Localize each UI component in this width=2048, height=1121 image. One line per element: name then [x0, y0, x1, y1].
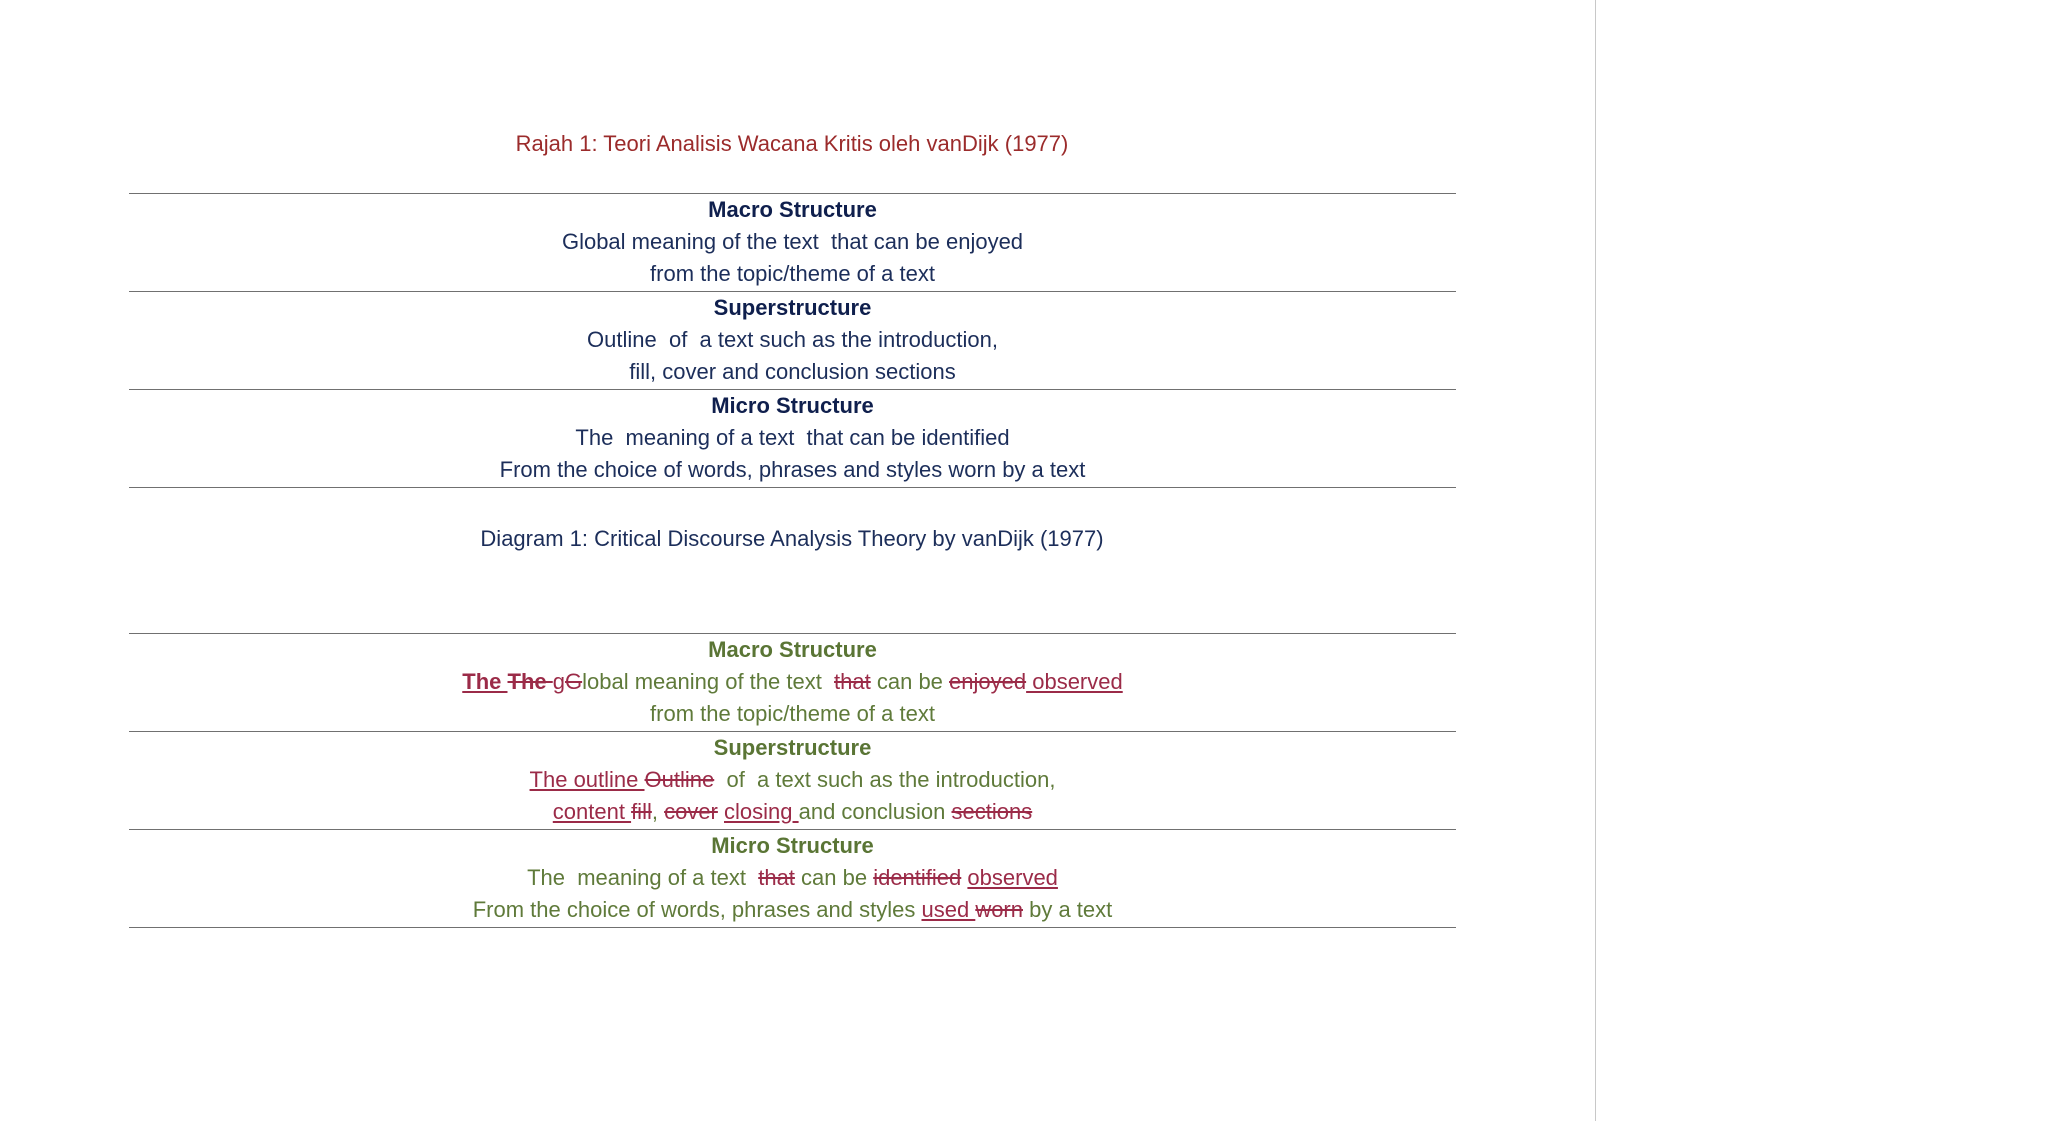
figure-caption-malay: Rajah 1: Teori Analisis Wacana Kritis oleh vanDijk (1977)	[515, 131, 1069, 156]
deletion: enjoyed	[949, 669, 1027, 694]
macro-structure-row	[129, 633, 1456, 731]
row-description: fill, cover and conclusion sections	[629, 359, 956, 384]
deletion: cover	[664, 799, 718, 824]
text-run: lobal meaning of the text	[582, 669, 835, 694]
row-description-tracked	[129, 764, 1456, 796]
deletion: sections	[951, 799, 1033, 824]
deletion: fill	[631, 799, 652, 824]
row-description: From the choice of words, phrases and styles worn by a text	[499, 457, 1086, 482]
revised-theory-table	[129, 633, 1456, 928]
text-run: can be	[870, 669, 950, 694]
deletion: Outline	[644, 767, 715, 792]
row-description: The meaning of a text that can be identified	[575, 425, 1010, 450]
insertion: g	[552, 669, 565, 694]
insertion: observed	[967, 865, 1058, 890]
text-run: The meaning of a text	[527, 865, 759, 890]
deletion: G	[564, 669, 583, 694]
figure-caption-english: Diagram 1: Critical Discourse Analysis Theory by vanDijk (1977)	[480, 526, 1104, 551]
row-description: from the topic/theme of a text	[650, 261, 935, 286]
original-theory-table	[129, 193, 1456, 488]
row-title: Micro Structure	[711, 393, 874, 418]
superstructure-row	[129, 731, 1456, 829]
text-run: by a text	[1023, 897, 1113, 922]
text-run: can be	[794, 865, 874, 890]
micro-structure-row	[129, 829, 1456, 928]
insertion: closing	[724, 799, 799, 824]
superstructure-row	[129, 291, 1456, 389]
row-title: Macro Structure	[708, 637, 877, 662]
deletion: identified	[873, 865, 962, 890]
row-description-tracked	[129, 666, 1456, 698]
macro-structure-row	[129, 193, 1456, 291]
row-description-tracked	[129, 894, 1456, 926]
deletion: that	[758, 865, 795, 890]
text-run: From the choice of words, phrases and styles	[472, 897, 922, 922]
deletion: The	[507, 669, 553, 694]
deletion: worn	[975, 897, 1023, 922]
row-title: Micro Structure	[711, 833, 874, 858]
row-description-tracked	[129, 862, 1456, 894]
insertion: used	[921, 897, 976, 922]
deletion: that	[834, 669, 871, 694]
row-title: Superstructure	[713, 295, 872, 320]
row-description: Global meaning of the text that can be enjoyed	[561, 229, 1024, 254]
text-run: ,	[651, 799, 665, 824]
insertion: The outline	[529, 767, 645, 792]
comments-margin-panel	[1595, 0, 2048, 1121]
text-run: and conclusion	[798, 799, 952, 824]
row-title: Macro Structure	[708, 197, 877, 222]
text-run: of a text such as the introduction,	[714, 767, 1056, 792]
micro-structure-row	[129, 389, 1456, 488]
insertion: The	[462, 669, 508, 694]
insertion: content	[552, 799, 632, 824]
row-description-tracked	[129, 796, 1456, 828]
row-description: from the topic/theme of a text	[650, 701, 935, 726]
row-description: Outline of a text such as the introduction,	[587, 327, 998, 352]
insertion: observed	[1026, 669, 1123, 694]
row-title: Superstructure	[713, 735, 872, 760]
